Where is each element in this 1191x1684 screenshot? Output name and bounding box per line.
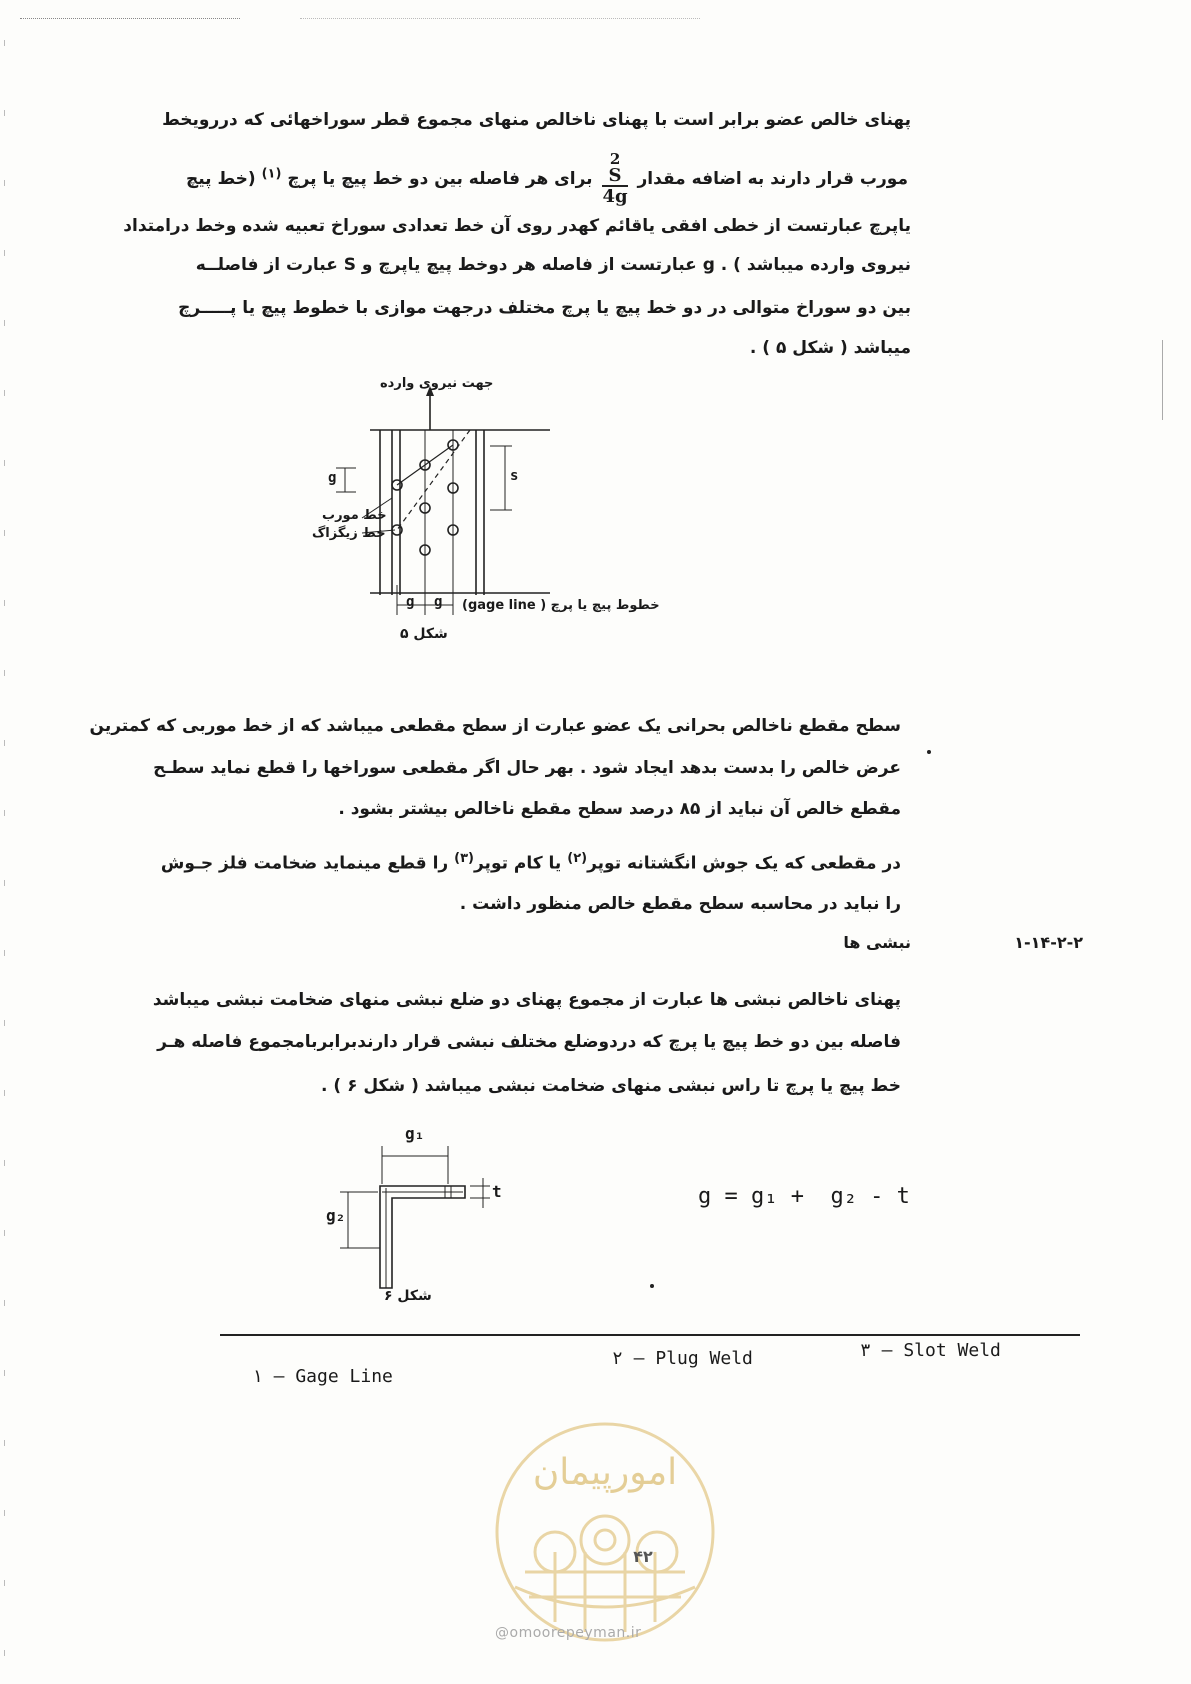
text-line: مقطع خالص آن نباید از ۸۵ درصد سطح مقطع ناخالص بیشتر بشود .	[338, 799, 901, 819]
watermark-emblem	[485, 1412, 725, 1652]
footnote-1: ۱ — Gage Line	[252, 1366, 393, 1387]
text-fragment: در مقطعی که یک جوش انگشتانه توپر	[587, 853, 901, 874]
text-line: نیروی وارده میباشد ) . g عبارتست از فاصله هر دوخط پیچ یاپرچ و S عبارت از فاصلــه	[195, 255, 911, 275]
force-direction-label: جهت نیروی وارده	[380, 376, 494, 391]
fraction-s2-4g	[602, 151, 627, 207]
margin-mark	[1162, 340, 1163, 420]
footnote-ref-1: (۱)	[261, 166, 282, 182]
text-line	[186, 151, 908, 207]
dim-g1-label: g	[406, 594, 415, 610]
dim-g2-label: g	[434, 594, 443, 610]
text-line: پهنای خالص عضو برابر است با پهنای ناخالص منهای مجموع قطر سوراخهائی که دررویخط	[162, 110, 911, 130]
text-line	[161, 847, 901, 876]
scan-artifact	[300, 18, 700, 19]
zigzag-line-label: خط زیگزاگ	[312, 526, 386, 541]
section-heading: نبشی ها	[843, 933, 911, 952]
figure-6-angle-section	[320, 1124, 520, 1308]
text-fragment: (خط پیچ	[185, 169, 256, 189]
text-line: بین دو سوراخ متوالی در دو خط پیچ یا پرچ مختلف درجهت موازی با خطوط پیچ یا پـــــرچ	[178, 298, 911, 318]
dim-g1-label: g₁	[405, 1124, 425, 1143]
fraction-numerator: S	[602, 167, 627, 187]
text-fragment: یا کام توپر	[473, 853, 562, 874]
text-line: خط پیچ یا پرچ تا راس نبشی منهای ضخامت نبشی میباشد ( شکل ۶ ) .	[320, 1076, 901, 1096]
figure-6-drawing	[320, 1128, 520, 1308]
fraction-denominator: 4g	[602, 186, 628, 207]
scan-speck	[927, 750, 931, 754]
dim-s-label: s	[510, 468, 519, 484]
margin-mark	[4, 40, 5, 1660]
footnote-ref-3: (۳)	[454, 851, 474, 866]
dim-t-label: t	[492, 1182, 502, 1201]
text-fragment: مورب قرار دارند به اضافه مقدار	[637, 169, 908, 189]
text-line: را نباید در محاسبه سطح مقطع خالص منظور داشت .	[459, 894, 901, 914]
footnote-2: ۲ — Plug Weld	[612, 1348, 753, 1369]
scan-speck	[650, 1284, 654, 1288]
text-fragment: را قطع مینماید ضخامت فلز جـوش	[160, 853, 449, 874]
figure-5-staggered-holes	[300, 376, 700, 650]
figure-6-caption: شکل ۶	[384, 1288, 432, 1304]
text-line: فاصله بین دو خط پیچ یا پرچ که دردوضلع مختلف نبشی قرار دارندبرابربامجموع فاصله هـر	[157, 1032, 901, 1052]
text-fragment: برای هر فاصله بین دو خط پیچ یا پرچ	[287, 169, 593, 189]
figure-5-caption: شکل ۵	[400, 626, 448, 642]
diagonal-line-label: خط مورب	[322, 508, 387, 523]
footnote-ref-2: (۲)	[567, 851, 588, 866]
watermark-logo	[485, 1412, 725, 1652]
section-number: ۱-۱۴-۲-۲	[1014, 933, 1083, 952]
text-line: پهنای ناخالص نبشی ها عبارت از مجموع پهنای دو ضلع نبشی منهای ضخامت نبشی میباشد	[152, 990, 901, 1010]
footnote-rule	[220, 1334, 1080, 1336]
fraction-exponent: 2	[609, 150, 621, 168]
text-line: عرض خالص را بدست بدهد ایجاد شود . بهر حال اگر مقطعی سوراخها را قطع نماید سطـح	[153, 758, 901, 778]
text-line: سطح مقطع ناخالص بحرانی یک عضو عبارت از سطح مقطعی میباشد که از خط موربی که کمترین	[89, 716, 901, 736]
dim-g2-label: g₂	[326, 1206, 346, 1225]
gage-line-label: خطوط پیچ یا پرچ ( gage line)	[462, 598, 660, 613]
dim-g-label: g	[328, 470, 337, 486]
watermark-brand: امورپیمان	[532, 1452, 678, 1493]
footnote-3: ۳ — Slot Weld	[860, 1340, 1001, 1361]
watermark-site: @omoorepeyman.ir	[495, 1625, 642, 1641]
scan-artifact	[20, 18, 240, 19]
page-number: ۴۲	[633, 1547, 653, 1566]
text-line: یاپرچ عبارتست از خطی افقی یاقائم کهدر روی آن خط تعدادی سوراخ تعبیه شده وخط درامتداد	[123, 216, 911, 236]
gage-formula: g = g₁ + g₂ - t	[698, 1184, 910, 1209]
text-line: میباشد ( شکل ۵ ) .	[749, 338, 911, 358]
